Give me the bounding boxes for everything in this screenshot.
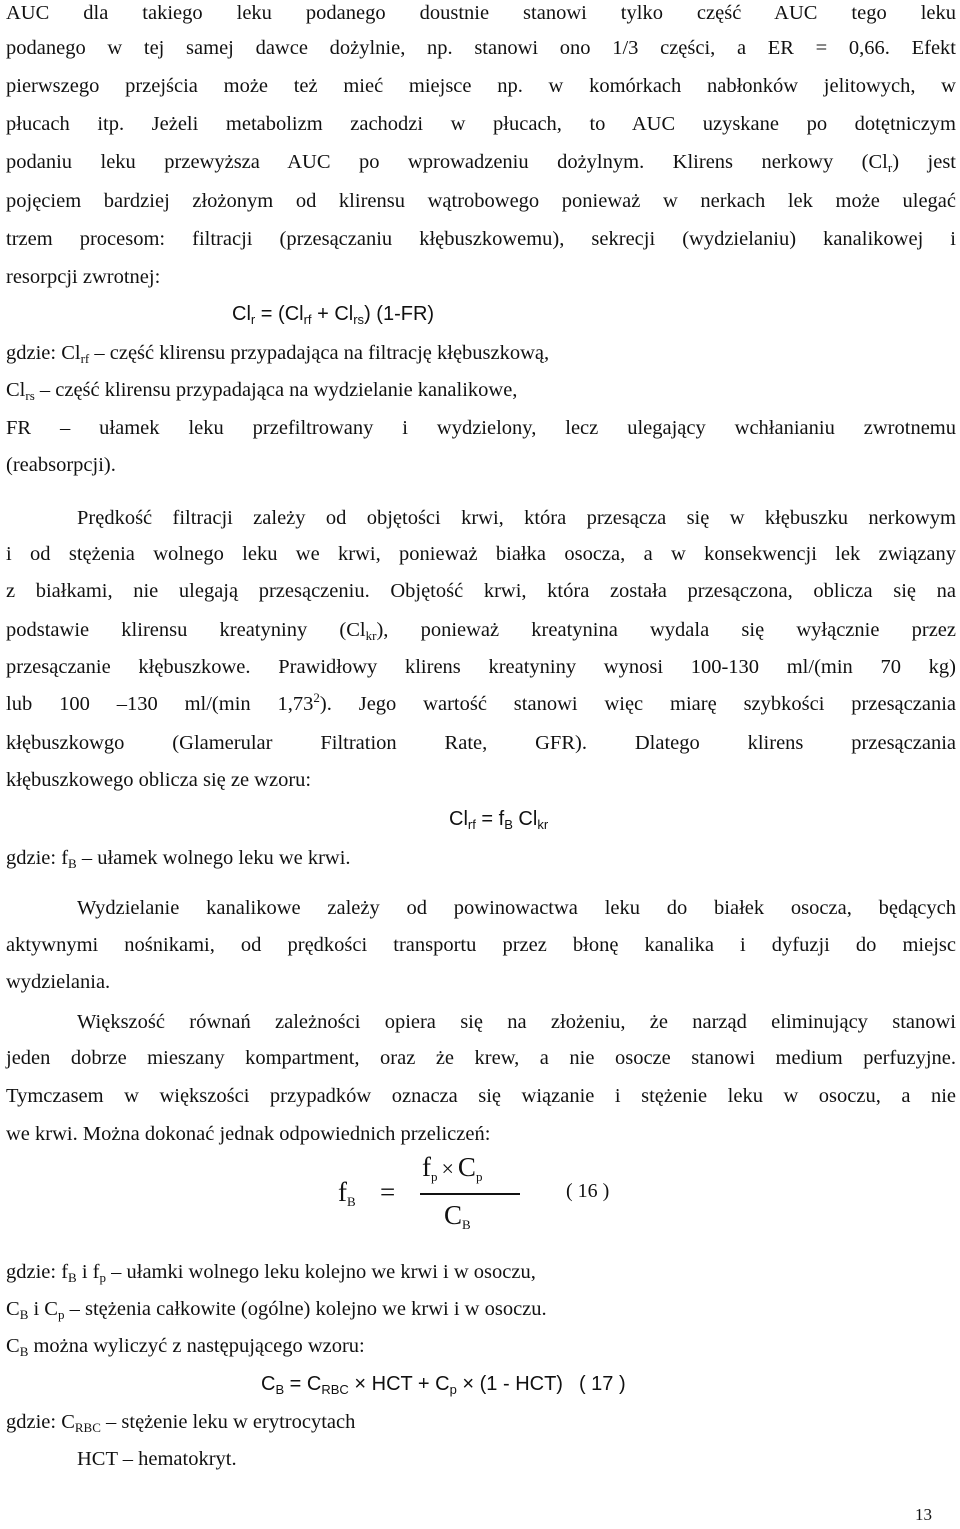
text-line: resorpcji zwrotnej: (6, 266, 161, 288)
equation-number: ( 17 ) (578, 1373, 626, 1395)
text-line: jeden dobrze mieszany kompartment, oraz że krew, a nie osocze stanowi medium perfuzyjne. (6, 1047, 956, 1069)
text-line: pierwszego przejścia może też mieć miejsce np. w komórkach nabłonków jelitowych, w (6, 75, 956, 97)
formula-denominator: CB (444, 1200, 471, 1232)
text-line: wydzielania. (6, 971, 111, 993)
definition-line: $C_B$ i $C_p$ – stężenia całkowite (ogólne) kolejno we krwi i w osoczu. (6, 1298, 547, 1322)
definition-line: (reabsorpcji). (6, 454, 116, 476)
definition-line: HCT – hematokryt. (77, 1448, 237, 1470)
formula-numerator: fp × Cp (422, 1152, 483, 1184)
text-line: płucach itp. Jeżeli metabolizm zachodzi w płucach, to AUC uzyskane po dotętniczym (6, 113, 956, 135)
formula-lhs: fB (338, 1177, 356, 1209)
formula-renal-clearance: $Cl_r = (Cl_{rf} + Cl_{rs})$ (1-FR) (232, 303, 435, 327)
text-line: we krwi. Można dokonać jednak odpowiednich przeliczeń: (6, 1123, 491, 1145)
text-line: lub 100 –130 ml/(min 1,73$^2$). Jego wartość stanowi więc miarę szybkości przesączania (6, 690, 956, 715)
text-line: Wydzielanie kanalikowe zależy od powinowactwa leku do białek osocza, będących (77, 897, 956, 919)
text-line: Większość równań zależności opiera się na złożeniu, że narząd eliminujący stanowi (77, 1011, 956, 1033)
text-line: kłębuszkowego oblicza się ze wzoru: (6, 769, 312, 791)
formula-blood-concentration: $C_B = C_{RBC}$ × HCT + $C_p \times (1 - HCT)$ ( 17 ) (261, 1373, 626, 1397)
text-line: aktywnymi nośnikami, od prędkości transportu przez błonę kanalika i dyfuzji do miejsc (6, 934, 956, 956)
definition-line: gdzie: $C_{RBC}$ – stężenie leku w erytrocytach (6, 1411, 356, 1435)
definition-line: $Cl_{rs}$ – część klirensu przypadająca na wydzielanie kanalikowe, (6, 379, 518, 403)
text-line: trzem procesom: filtracji (przesączaniu kłębuszkowemu), sekrecji (wydzielaniu) kanalikowej i (6, 228, 956, 250)
text-line: kłębuszkowgo (Glamerular Filtration Rate, GFR). Dlatego klirens przesączania (6, 732, 956, 754)
text-line: Prędkość filtracji zależy od objętości krwi, która przesącza się w kłębuszku nerkowym (77, 507, 956, 529)
text-line: AUC dla takiego leku podanego doustnie stanowi tylko część AUC tego leku (6, 2, 956, 24)
definition-line: $C_B$ można wyliczyć z następującego wzoru: (6, 1335, 365, 1359)
definition-line: gdzie: $f_B$ – ułamek wolnego leku we krwi. (6, 847, 351, 871)
formula-filtration-clearance: $Cl_{rf} = f_B$ $Cl_{kr}$ (449, 808, 549, 832)
text-line: Tymczasem w większości przypadków oznacza się wiązanie i stężenie leku w osoczu, a nie (6, 1085, 956, 1107)
formula-equals: = (380, 1177, 396, 1207)
text-line: i od stężenia wolnego leku we krwi, ponieważ białka osocza, a w konsekwencji lek związany (6, 543, 956, 565)
formula-free-fraction (338, 1152, 658, 1242)
fraction-bar (420, 1193, 520, 1195)
definition-line: gdzie: $f_B$ i $f_p$ – ułamki wolnego leku kolejno we krwi i w osoczu, (6, 1261, 536, 1285)
text-line: podanego w tej samej dawce dożylnie, np. stanowi ono 1/3 części, a ER = 0,66. Efekt (6, 37, 956, 59)
text-line: podstawie klirensu kreatyniny $(Cl_{kr})$, ponieważ kreatynina wydala się wyłącznie przez (6, 619, 956, 643)
equation-number: ( 16 ) (566, 1180, 610, 1202)
definition-line: FR – ułamek leku przefiltrowany i wydzielony, lecz ulegający wchłanianiu zwrotnemu (6, 417, 956, 439)
text-line: przesączanie kłębuszkowe. Prawidłowy klirens kreatyniny wynosi 100-130 ml/(min 70 kg) (6, 656, 956, 678)
text-line: pojęciem bardziej złożonym od klirensu wątrobowego ponieważ w nerkach lek może ulegać (6, 190, 956, 212)
text-line: podaniu leku przewyższa AUC po wprowadzeniu dożylnym. Klirens nerkowy $(Cl_r)$ jest (6, 151, 956, 175)
definition-line: gdzie: $Cl_{rf}$ – część klirensu przypadająca na filtrację kłębuszkową, (6, 342, 550, 366)
page-number: 13 (915, 1505, 932, 1524)
text-line: z białkami, nie ulegają przesączeniu. Objętość krwi, która została przesączona, oblicza się na (6, 580, 956, 602)
